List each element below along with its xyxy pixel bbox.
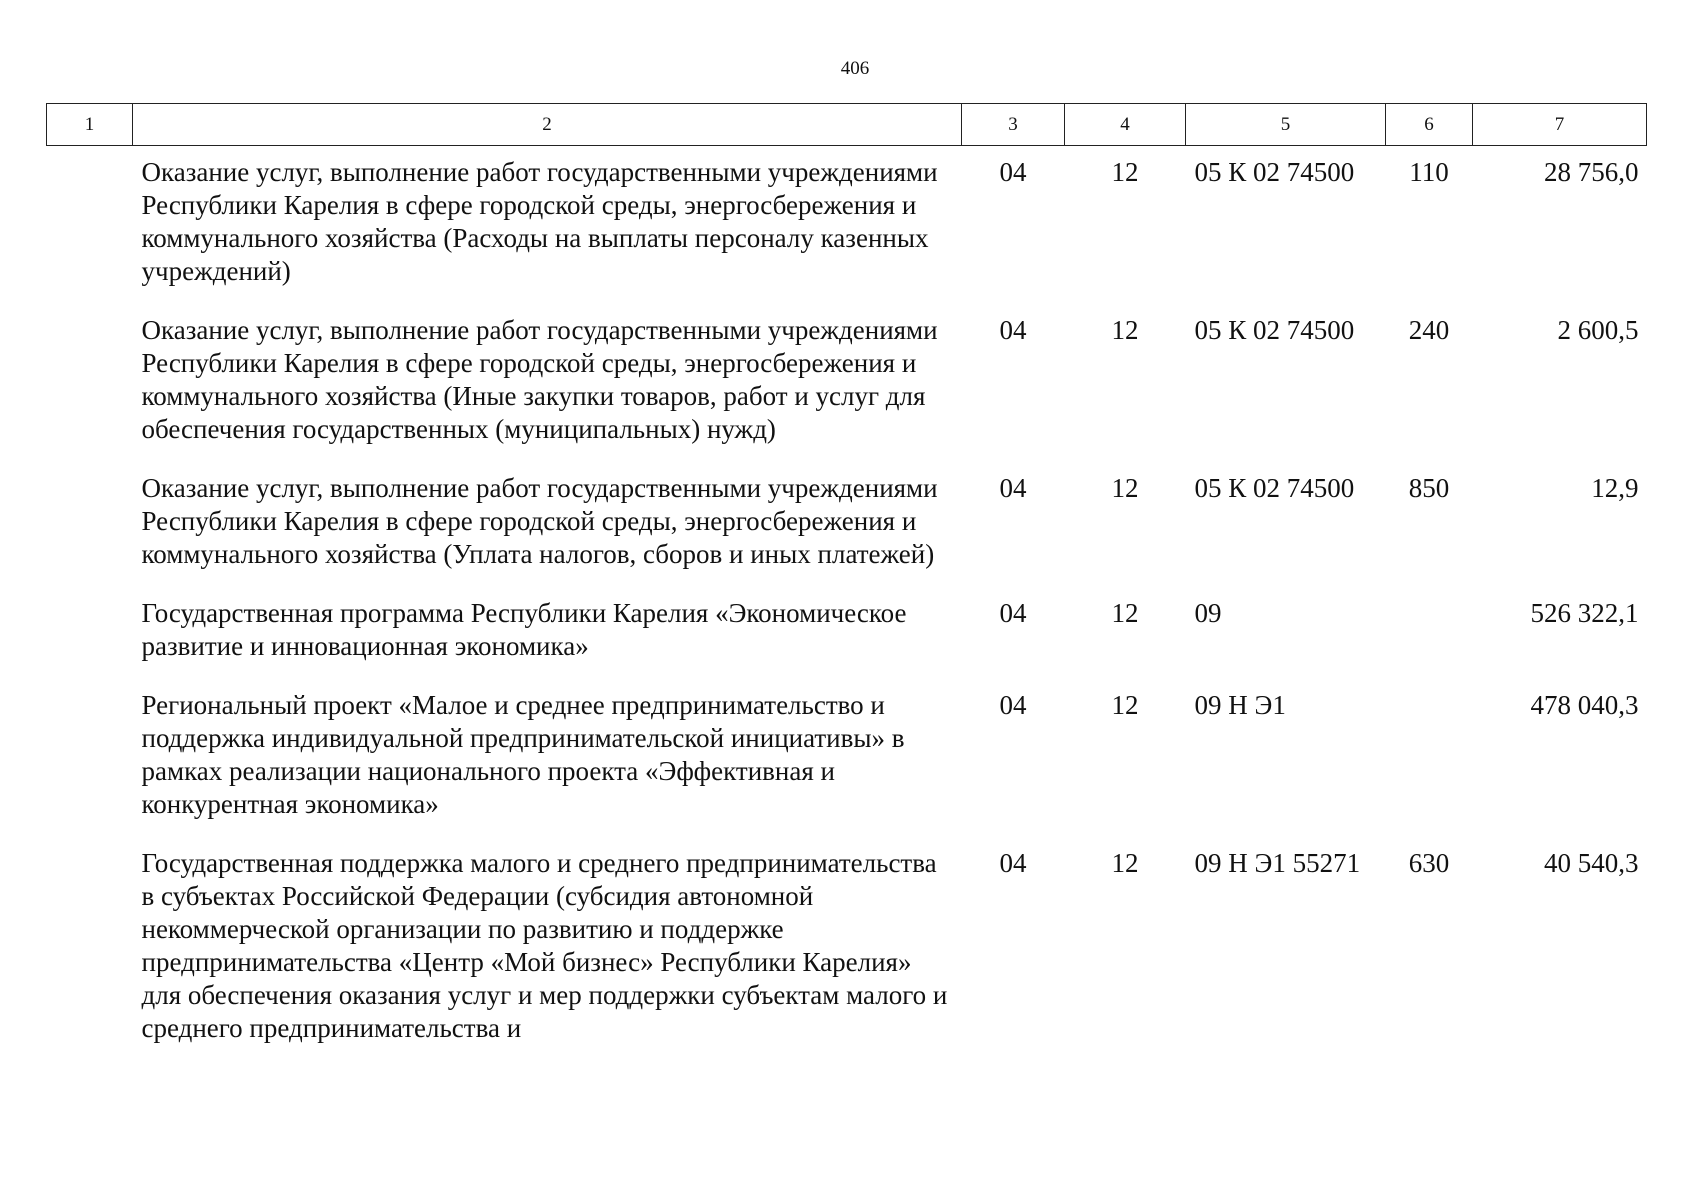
- amount-cell: 478 040,3: [1530, 690, 1639, 720]
- description-cell: Государственная поддержка малого и среднего предпринимательства в субъектах Российской Федерации (субсидия автономной некоммерческой организации по развитию и поддержке предпринимательства «Центр «Мой бизнес» Республики Карелия» для обеспечения оказания услуг и мер поддержки субъектам малого и среднего предпринимательства и: [141, 848, 948, 1043]
- row-number-cell: [47, 146, 133, 303]
- column-header-2: 2: [133, 104, 962, 146]
- amount-cell: 12,9: [1591, 473, 1639, 503]
- row-number-cell: [47, 460, 133, 585]
- column-header-3: 3: [962, 104, 1065, 146]
- column-header-5: 5: [1186, 104, 1386, 146]
- column-header-7: 7: [1473, 104, 1647, 146]
- target-article-cell: 09 Н Э1: [1194, 690, 1286, 720]
- column-header-4: 4: [1065, 104, 1186, 146]
- row-number-cell: [47, 302, 133, 460]
- description-cell: Региональный проект «Малое и среднее предпринимательство и поддержка индивидуальной предпринимательской инициативы» в рамках реализации национального проекта «Эффективная и конкурентная экономика»: [141, 690, 905, 819]
- table-row: [47, 585, 1647, 677]
- amount-cell: 2 600,5: [1557, 315, 1639, 345]
- amount-cell: 526 322,1: [1530, 598, 1639, 628]
- row-number-cell: [47, 585, 133, 677]
- subsection-cell: 12: [1111, 848, 1139, 878]
- section-cell: 04: [999, 598, 1027, 628]
- row-number-cell: [47, 677, 133, 835]
- row-number-cell: [47, 835, 133, 1059]
- column-header-6: 6: [1386, 104, 1473, 146]
- section-cell: 04: [999, 473, 1027, 503]
- target-article-cell: 05 К 02 74500: [1194, 473, 1355, 503]
- expense-type-cell: [1386, 677, 1473, 835]
- target-article-cell: 09: [1194, 598, 1222, 628]
- description-cell: Оказание услуг, выполнение работ государственными учреждениями Республики Карелия в сфере городской среды, энергосбережения и коммунального хозяйства (Уплата налогов, сборов и иных платежей): [141, 473, 938, 569]
- subsection-cell: 12: [1111, 690, 1139, 720]
- table-row: [47, 302, 1647, 460]
- section-cell: 04: [999, 157, 1027, 187]
- expense-type-cell: 240: [1408, 315, 1450, 345]
- table-row: [47, 677, 1647, 835]
- description-cell: Оказание услуг, выполнение работ государственными учреждениями Республики Карелия в сфере городской среды, энергосбережения и коммунального хозяйства (Расходы на выплаты персоналу казенных учреждений): [141, 157, 938, 286]
- table-row: [47, 835, 1647, 1059]
- subsection-cell: 12: [1111, 473, 1139, 503]
- column-header-1: 1: [47, 104, 133, 146]
- subsection-cell: 12: [1111, 315, 1139, 345]
- column-number-header-row: [47, 104, 1647, 146]
- budget-table: [46, 103, 1647, 1059]
- target-article-cell: 05 К 02 74500: [1194, 157, 1355, 187]
- subsection-cell: 12: [1111, 157, 1139, 187]
- section-cell: 04: [999, 315, 1027, 345]
- table-row: [47, 146, 1647, 303]
- table-row: [47, 460, 1647, 585]
- section-cell: 04: [999, 690, 1027, 720]
- target-article-cell: 05 К 02 74500: [1194, 315, 1355, 345]
- expense-type-cell: 850: [1408, 473, 1450, 503]
- description-cell: Государственная программа Республики Карелия «Экономическое развитие и инновационная экономика»: [141, 598, 907, 661]
- target-article-cell: 09 Н Э1 55271: [1194, 848, 1361, 878]
- amount-cell: 28 756,0: [1544, 157, 1639, 187]
- page-number: 406: [840, 58, 870, 79]
- description-cell: Оказание услуг, выполнение работ государственными учреждениями Республики Карелия в сфере городской среды, энергосбережения и коммунального хозяйства (Иные закупки товаров, работ и услуг для обеспечения государственных (муниципальных) нужд): [141, 315, 938, 444]
- section-cell: 04: [999, 848, 1027, 878]
- expense-type-cell: 110: [1409, 157, 1449, 187]
- amount-cell: 40 540,3: [1544, 848, 1639, 878]
- subsection-cell: 12: [1111, 598, 1139, 628]
- expense-type-cell: 630: [1408, 848, 1450, 878]
- expense-type-cell: [1386, 585, 1473, 677]
